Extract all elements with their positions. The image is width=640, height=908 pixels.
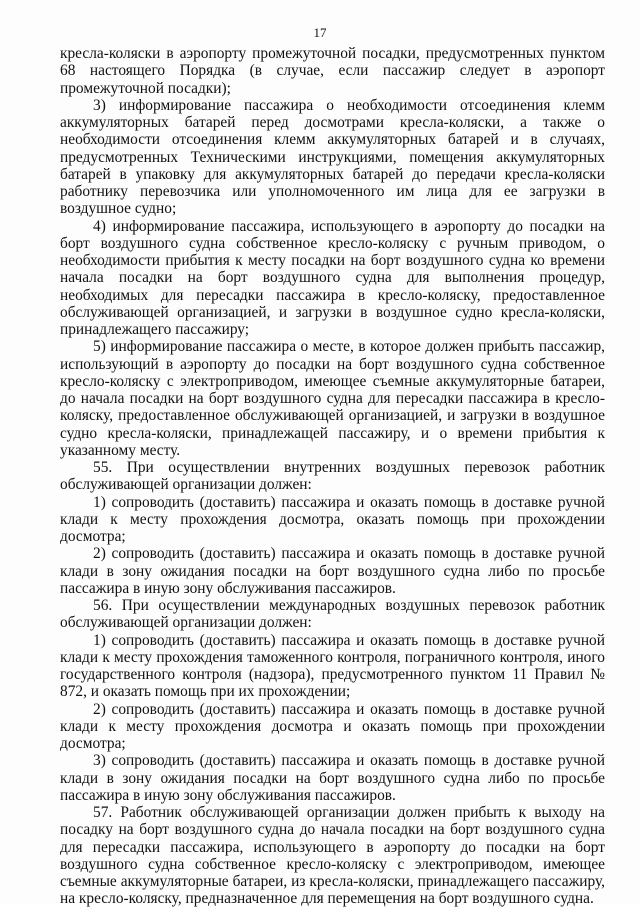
- paragraph: 1) сопроводить (доставить) пассажира и оказать помощь в доставке ручной клади к месту прохождения досмотра, оказать помощь при прохождении досмотра;: [60, 493, 605, 545]
- page-number: 17: [313, 25, 327, 40]
- paragraph: кресла-коляски в аэропорту промежуточной посадки, предусмотренных пунктом 68 настоящего Порядка (в случае, если пассажир следует в аэропорт промежуточной посадки);: [60, 45, 605, 97]
- paragraph: 2) сопроводить (доставить) пассажира и оказать помощь в доставке ручной клади к месту прохождения досмотра и оказать помощь при прохождении досмотра;: [60, 700, 605, 752]
- paragraph: 57. Работник обслуживающей организации должен прибыть к выходу на посадку на борт воздушного судна до начала посадки на борт воздушного судна для пересадки пассажира, использующего в аэропорту до посадки на борт воздушного судна собственное кресло-коляску с электроприводом, имеющее съемные аккумуляторные батареи, из кресла-коляски, принадлежащего пассажиру, на кресло-коляску, предназначенное для перемещения на борт воздушного судна.: [60, 804, 605, 908]
- paragraph: 1) сопроводить (доставить) пассажира и оказать помощь в доставке ручной клади к месту прохождения таможенного контроля, пограничного контроля, иного государственного контроля (надзора), предусмотренного пунктом 11 Правил № 872, и оказать помощь при их прохождении;: [60, 631, 605, 701]
- paragraph: 56. При осуществлении международных воздушных перевозок работник обслуживающей организации должен:: [60, 597, 605, 632]
- paragraph: 3) информирование пассажира о необходимости отсоединения клемм аккумуляторных батарей перед досмотрами кресла-коляски, а также о необходимости отсоединения клемм аккумуляторных батарей и в случаях, предусмотренных Техническими инструкциями, помещения аккумуляторных батарей в упаковку для аккумуляторных батарей до передачи кресла-коляски работнику перевозчика или уполномоченного им лица для ее загрузки в воздушное судно;: [60, 96, 605, 218]
- paragraph: 5) информирование пассажира о месте, в которое должен прибыть пассажир, использующий в аэропорту до посадки на борт воздушного судна собственное кресло-коляску с электроприводом, имеющее съемные аккумуляторные батареи, до начала посадки на борт воздушного судна для пересадки пассажира в кресло-коляску, предоставленное обслуживающей организацией, и загрузки в воздушное судно кресла-коляски, принадлежащей пассажиру, и о времени прибытия к указанному месту.: [60, 338, 605, 459]
- paragraph: 4) информирование пассажира, использующего в аэропорту до посадки на борт воздушного судна собственное кресло-коляску с ручным приводом, о необходимости прибытия к месту посадки на борт воздушного судна ко времени начала посадки на борт воздушного судна для выполнения процедур, необходимых для пересадки пассажира в кресло-коляску, предоставленное обслуживающей организацией, и загрузки в воздушное судно кресла-коляски, принадлежащего пассажиру;: [60, 217, 605, 338]
- document-body: [60, 45, 605, 908]
- paragraph: 3) сопроводить (доставить) пассажира и оказать помощь в доставке ручной клади в зону ожидания посадки на борт воздушного судна либо по просьбе пассажира в иную зону обслуживания пассажиров.: [60, 752, 605, 804]
- paragraph: 55. При осуществлении внутренних воздушных перевозок работник обслуживающей организации должен:: [60, 459, 605, 494]
- paragraph: 2) сопроводить (доставить) пассажира и оказать помощь в доставке ручной клади в зону ожидания посадки на борт воздушного судна либо по просьбе пассажира в иную зону обслуживания пассажиров.: [60, 545, 605, 597]
